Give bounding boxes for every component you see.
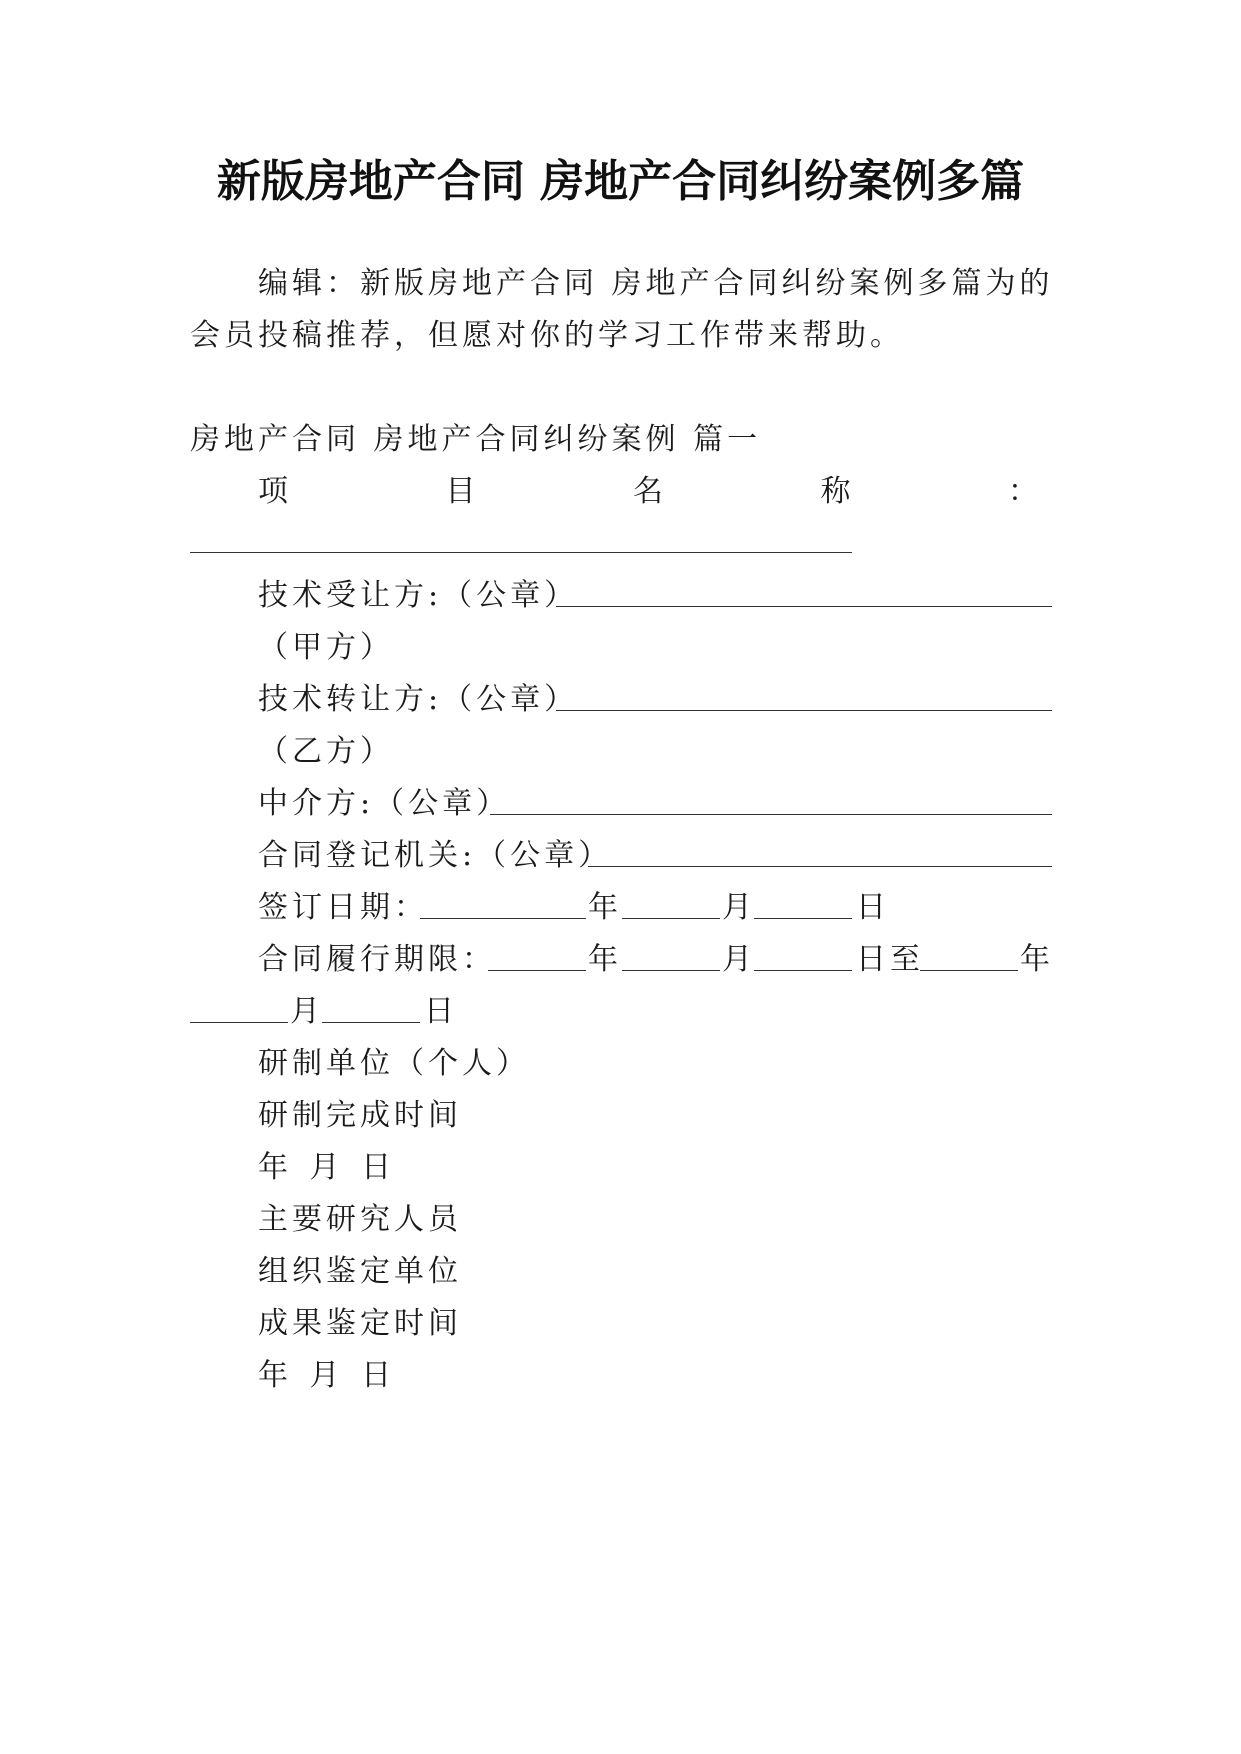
appraisal-date: 年 月 日: [258, 1358, 398, 1393]
sign-date-label: 签订日期：: [258, 890, 428, 925]
intermediary-label: 中介方:（公章）: [258, 786, 511, 821]
term-end-year-blank: [920, 970, 1018, 971]
term-label: 合同履行期限：: [258, 942, 496, 977]
main-researchers: 主要研究人员: [258, 1202, 462, 1237]
section-heading: 房地产合同 房地产合同纠纷案例 篇一: [190, 422, 762, 457]
term-end-year-unit: 年: [1020, 942, 1054, 977]
appraisal-organization: 组织鉴定单位: [258, 1254, 462, 1289]
party-a-label: （甲方）: [258, 630, 394, 665]
sign-month-unit: 月: [722, 890, 756, 925]
appraisal-time: 成果鉴定时间: [258, 1306, 462, 1341]
party-b-label: （乙方）: [258, 734, 394, 769]
transferee-blank: [556, 606, 1052, 607]
term-end-month-unit: 月: [290, 994, 324, 1029]
term-end-day-unit: 日: [424, 994, 458, 1029]
project-name-blank: [190, 552, 852, 553]
document-title: 新版房地产合同 房地产合同纠纷案例多篇: [216, 156, 1025, 207]
registrar-blank: [588, 866, 1052, 867]
term-start-month-blank: [622, 970, 720, 971]
registrar-label: 合同登记机关:（公章）: [258, 838, 613, 873]
project-name-char: 称: [820, 474, 851, 509]
project-name-label: [258, 472, 1038, 512]
transferor-blank: [556, 710, 1052, 711]
project-name-char: 名: [633, 474, 663, 509]
sign-month-blank: [622, 918, 720, 919]
transferee-label: 技术受让方:（公章）: [258, 578, 579, 613]
term-day-to: 日至: [856, 942, 924, 977]
project-name-char: 项: [258, 474, 288, 509]
intermediary-blank: [490, 814, 1052, 815]
term-start-year-blank: [488, 970, 586, 971]
sign-year-unit: 年: [588, 890, 622, 925]
research-finish-time: 研制完成时间: [258, 1098, 462, 1133]
transferor-label: 技术转让方:（公章）: [258, 682, 579, 717]
term-start-day-blank: [754, 970, 852, 971]
intro-line-2: 会员投稿推荐，但愿对你的学习工作带来帮助。: [190, 318, 904, 353]
finish-date: 年 月 日: [258, 1150, 398, 1185]
term-end-month-blank: [190, 1022, 288, 1023]
research-unit: 研制单位（个人）: [258, 1046, 530, 1081]
term-start-month-unit: 月: [722, 942, 756, 977]
project-name-char: 目: [445, 474, 476, 509]
sign-day-unit: 日: [856, 890, 890, 925]
sign-day-blank: [754, 918, 852, 919]
sign-year-blank: [420, 918, 586, 919]
term-end-day-blank: [322, 1022, 420, 1023]
intro-line-1: 编辑：新版房地产合同 房地产合同纠纷案例多篇为的: [258, 266, 1054, 301]
term-start-year-unit: 年: [588, 942, 622, 977]
project-name-char: ：: [1008, 474, 1038, 509]
